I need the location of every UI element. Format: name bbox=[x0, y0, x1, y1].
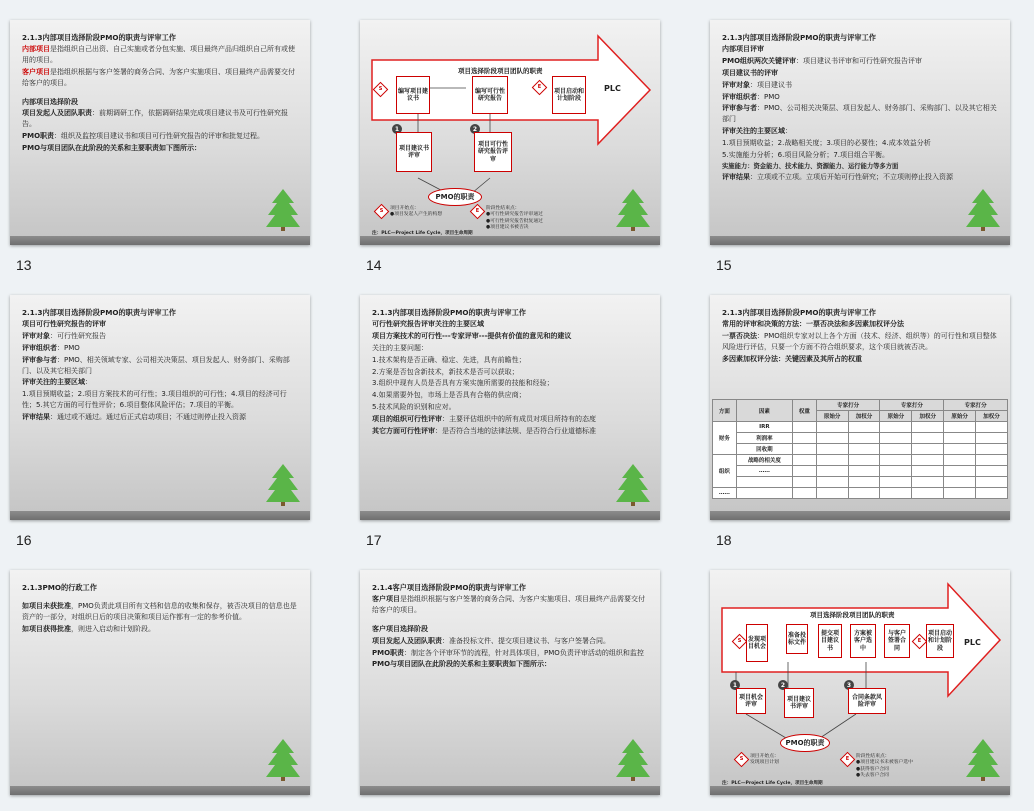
line-text: ：通过或不通过。通过后正式启动项目；不通过则停止投入资源 bbox=[50, 412, 246, 421]
slide-footer-bar bbox=[10, 786, 310, 795]
table-subheader: 原始分 bbox=[816, 411, 848, 422]
line-label: 项目方案技术的可行性---专家评审---提供有价值的意见和的建议 bbox=[372, 332, 572, 340]
slide-cell-21[interactable] bbox=[710, 570, 1010, 795]
review-number: 2 bbox=[778, 680, 788, 690]
line-text: ：制定各个评审环节的流程，针对具体项目，PMO负责评审活动的组织和监控 bbox=[404, 648, 644, 657]
line-label: PMO职责 bbox=[22, 132, 55, 141]
slide-number: 18 bbox=[716, 532, 732, 548]
line-label: PMO职责 bbox=[372, 648, 405, 657]
legend-line: 项目开始点： bbox=[750, 754, 779, 759]
line-label: 评审关注的主要区域 bbox=[22, 378, 85, 387]
slide-title: 2.1.3内部项目选择阶段PMO的职责与评审工作 bbox=[722, 308, 876, 317]
slide-cell-14[interactable] bbox=[360, 20, 660, 273]
line-text: 5.实施能力分析；6.项目风险分析；7.项目组合平衡。 bbox=[722, 150, 890, 159]
review-box: 项目可行性研究报告评审 bbox=[474, 132, 512, 172]
line-label: 评审组织者 bbox=[722, 92, 757, 101]
review-number: 2 bbox=[470, 124, 480, 134]
start-mark-label: S bbox=[378, 86, 383, 92]
slide-thumbnail[interactable] bbox=[710, 20, 1010, 245]
end-mark-label: E bbox=[537, 84, 542, 90]
table-header: 专家打分 bbox=[880, 400, 944, 411]
tree-icon bbox=[966, 189, 1000, 231]
line-text: 1.项目预期收益；2.战略相关度；3.项目的必要性；4.成本效益分析 bbox=[722, 138, 931, 147]
start-mark-label: S bbox=[737, 638, 742, 644]
table-subheader: 原始分 bbox=[880, 411, 912, 422]
line-label: 内部项目 bbox=[22, 45, 50, 54]
step-box: 提交项目建议书 bbox=[818, 624, 842, 658]
slide-text bbox=[372, 307, 648, 438]
slide-footer-bar bbox=[710, 511, 1010, 520]
step-box: 编写可行性研究报告 bbox=[472, 76, 508, 114]
line-text: ：是否符合当地的法律法规、是否符合行业道德标准 bbox=[435, 426, 596, 435]
table-cell: 财务 bbox=[713, 422, 737, 455]
table-header: 专家打分 bbox=[816, 400, 880, 411]
slide-number: 15 bbox=[716, 257, 732, 273]
start-mark-label: S bbox=[739, 756, 744, 762]
slide-cell-19[interactable] bbox=[10, 570, 310, 795]
step-box: 方案被客户选中 bbox=[850, 624, 876, 658]
line-label: 如项目未获批准 bbox=[22, 602, 71, 611]
plc-label: PLC bbox=[964, 638, 981, 647]
slide-cell-17[interactable] bbox=[360, 295, 660, 548]
diagram-title: 项目选择阶段项目团队的职责 bbox=[810, 611, 895, 619]
slide-text bbox=[22, 307, 298, 424]
slide-thumbnail[interactable] bbox=[10, 570, 310, 795]
legend-line: ●项目建议书未被客户选中 bbox=[856, 760, 913, 766]
legend-line: ●可行性研究报告批复通过 bbox=[486, 218, 543, 224]
slide-footer-bar bbox=[360, 236, 660, 245]
slide-thumbnail[interactable] bbox=[360, 20, 660, 245]
legend-line: ●可行性研究报告评审通过 bbox=[486, 212, 543, 218]
slide-text bbox=[722, 32, 998, 184]
line-label: 评审结果 bbox=[22, 412, 50, 421]
legend-end bbox=[486, 206, 543, 232]
line-text: ：项目建议书 bbox=[750, 80, 792, 89]
tree-icon bbox=[266, 739, 300, 781]
table-subheader: 加权分 bbox=[976, 411, 1008, 422]
table-header: 方面 bbox=[713, 400, 737, 422]
slide-thumbnail[interactable] bbox=[710, 570, 1010, 795]
slide-text bbox=[22, 32, 298, 155]
line-text: ：PMO bbox=[57, 343, 80, 352]
slide-footer-bar bbox=[710, 236, 1010, 245]
footnote: 注：PLC—Project Life Cycle，项目生命周期 bbox=[722, 781, 823, 786]
line-text: ：组织及监控项目建议书和项目可行性研究报告的评审和批复过程。 bbox=[54, 132, 265, 141]
footnote: 注：PLC—Project Life Cycle，项目生命周期 bbox=[372, 231, 473, 236]
line-text: ：可行性研究报告 bbox=[50, 332, 106, 340]
line-label: 项目的组织可行性评审 bbox=[372, 414, 442, 423]
line-text: 是指组织自己出资、自己实施或者分包实施、项目最终产品归组织自己所有或使用的项目。 bbox=[22, 45, 295, 64]
slide-cell-15[interactable] bbox=[710, 20, 1010, 273]
tree-icon bbox=[616, 739, 650, 781]
line-label: PMO与项目团队在此阶段的关系和主要职责如下图所示： bbox=[372, 660, 552, 669]
line-text: 是指组织根据与客户签署的商务合同、为客户实施项目、项目最终产品需要交付给客户的项目。 bbox=[372, 595, 645, 614]
slide-cell-20[interactable] bbox=[360, 570, 660, 795]
slide-number: 17 bbox=[366, 532, 382, 548]
line-label: 内部项目评审 bbox=[722, 45, 764, 54]
slide-number: 14 bbox=[366, 257, 382, 273]
line-label: 项目建议书的评审 bbox=[722, 68, 778, 77]
line-text: ：前期调研工作，依据调研结果完成项目建议书及可行性研究报告。 bbox=[22, 109, 288, 129]
start-mark-label: S bbox=[379, 208, 384, 214]
table-row bbox=[713, 477, 1008, 488]
table-subheader: 加权分 bbox=[848, 411, 880, 422]
slide-text bbox=[722, 307, 998, 366]
table-row bbox=[713, 488, 1008, 499]
slide-number: 16 bbox=[16, 532, 32, 548]
line-label: 客户项目选择阶段 bbox=[372, 624, 428, 633]
table-header: 专家打分 bbox=[944, 400, 1008, 411]
slide-footer-bar bbox=[360, 511, 660, 520]
process-diagram bbox=[366, 28, 654, 238]
table-cell: …… bbox=[713, 488, 737, 499]
review-box: 项目机会评审 bbox=[736, 688, 766, 714]
end-mark-label: E bbox=[475, 208, 480, 214]
review-number: 3 bbox=[844, 680, 854, 690]
legend-start bbox=[390, 206, 442, 219]
line-text: ：立项或不立项。立项后开始可行性研究；不立项则停止投入资源 bbox=[750, 173, 953, 182]
line-label: 客户项目 bbox=[372, 595, 400, 604]
line-label: 内部项目选择阶段 bbox=[22, 97, 78, 106]
line-text: 1.技术架构是否正确、稳定、先进，具有前瞻性； bbox=[372, 355, 526, 364]
table-row bbox=[713, 466, 1008, 477]
table-subheader: 加权分 bbox=[912, 411, 944, 422]
review-number: 1 bbox=[392, 124, 402, 134]
tree-icon bbox=[616, 189, 650, 231]
line-label: 项目可行性研究报告的评审 bbox=[22, 320, 106, 329]
slide-thumbnail[interactable] bbox=[360, 570, 660, 795]
pmo-role-oval: PMO的职责 bbox=[780, 734, 830, 752]
slide-title: 2.1.3内部项目选择阶段PMO的职责与评审工作 bbox=[722, 33, 876, 42]
table-row bbox=[713, 444, 1008, 455]
line-label: PMO与项目团队在此阶段的关系和主要职责如下图所示： bbox=[22, 143, 202, 152]
step-box: 与客户签署合同 bbox=[884, 624, 910, 658]
line-text: ：主要评估组织中的所有成员对项目所持有的态度 bbox=[442, 414, 596, 423]
legend-line: 阶段性结束点： bbox=[486, 206, 520, 211]
legend-start bbox=[750, 754, 779, 767]
line-text: ： bbox=[85, 378, 92, 387]
line-label: 评审组织者 bbox=[22, 343, 57, 352]
line-label: 客户项目 bbox=[22, 67, 50, 76]
table-row bbox=[713, 455, 1008, 466]
line-label: PMO组织两次关键评审 bbox=[722, 57, 797, 65]
table-cell: …… bbox=[736, 466, 792, 477]
tree-icon bbox=[616, 464, 650, 506]
step-box: 编写项目建议书 bbox=[396, 76, 430, 114]
line-label: 项目发起人及团队职责 bbox=[372, 636, 442, 645]
slide-number: 13 bbox=[16, 257, 32, 273]
line-label: 可行性研究报告评审关注的主要区域 bbox=[372, 320, 484, 329]
review-box: 项目建议书评审 bbox=[784, 688, 814, 718]
slide-title: 2.1.3PMO的行政工作 bbox=[22, 583, 97, 592]
weighted-score-table bbox=[712, 399, 1008, 499]
slide-footer-bar bbox=[10, 511, 310, 520]
line-label: 评审参与者 bbox=[722, 104, 757, 113]
review-box: 合同条款风险评审 bbox=[848, 688, 886, 714]
line-label: 评审参与者 bbox=[22, 355, 57, 364]
slide-footer-bar bbox=[360, 786, 660, 795]
step-box: 项目启动和计划阶段 bbox=[552, 76, 586, 114]
line-label: 项目发起人及团队职责 bbox=[22, 109, 92, 118]
legend-line: ●获得客户合同 bbox=[856, 766, 889, 772]
line-text: ：PMO、相关领域专家、公司相关决策层、项目发起人、财务部门、采购部门、以及其它相关部门 bbox=[22, 355, 290, 375]
tree-icon bbox=[966, 739, 1000, 781]
line-text: 3.组织中现有人员是否具有方案实施所需要的技能和经验； bbox=[372, 379, 554, 388]
line-text: 是指组织根据与客户签署的商务合同、为客户实施项目、项目最终产品需要交付给客户的项目。 bbox=[22, 67, 295, 87]
line-text: ：PMO bbox=[757, 92, 780, 101]
legend-line: 阶段性结束点： bbox=[856, 754, 890, 759]
slide-cell-13[interactable] bbox=[10, 20, 310, 273]
line-text: ： bbox=[785, 127, 792, 136]
step-box: 项目启动和计划阶段 bbox=[926, 624, 954, 658]
line-label: 一票否决法 bbox=[722, 332, 757, 340]
line-text: ：PMO、公司相关决策层、项目发起人、财务部门、采购部门、以及其它相关部门 bbox=[722, 104, 997, 124]
tree-icon bbox=[266, 189, 300, 231]
line-label: 常用的评审和决策的方法：一票否决法和多因素加权评分法 bbox=[722, 320, 904, 329]
step-box: 准备投标文件 bbox=[786, 624, 808, 654]
line-label: 如项目获得批准 bbox=[22, 624, 71, 633]
table-header: 权重 bbox=[793, 400, 817, 422]
slide-footer-bar bbox=[710, 786, 1010, 795]
line-text: ：准备投标文件、提交项目建议书、与客户签署合同。 bbox=[442, 636, 610, 645]
line-text: 5.技术风险的识别和应对。 bbox=[372, 403, 456, 412]
legend-line: 发现项目计划 bbox=[750, 760, 779, 766]
slide-thumbnail[interactable] bbox=[10, 295, 310, 520]
pmo-role-oval: PMO的职责 bbox=[428, 188, 482, 206]
slide-text bbox=[372, 582, 648, 671]
slide-cell-18[interactable] bbox=[710, 295, 1010, 548]
table-cell: 组织 bbox=[713, 455, 737, 488]
legend-end bbox=[856, 754, 913, 780]
slide-thumbnail[interactable] bbox=[10, 20, 310, 245]
legend-line: ●项目发起人产生的构想 bbox=[390, 212, 443, 218]
review-box: 项目建议书评审 bbox=[396, 132, 432, 172]
line-label: 实施能力：资金能力、技术能力、资源能力、运行能力等多方面 bbox=[722, 162, 899, 170]
legend-line: ●失去客户合同 bbox=[856, 773, 889, 779]
legend-line: 项目开始点： bbox=[390, 206, 419, 211]
line-text: 1.项目预期收益；2.项目方案技术的可行性；3.项目组织的可行性；4.项目的经济可行性；5.其它方面的可行性评价；6.项目整体风险评估；7.项目的平衡。 bbox=[22, 390, 287, 410]
step-box: 发现项目机会 bbox=[746, 624, 768, 662]
line-label: 其它方面可行性评审 bbox=[372, 426, 435, 435]
line-text: ，则进入启动和计划阶段。 bbox=[71, 624, 155, 633]
slide-title: 2.1.4客户项目选择阶段PMO的职责与评审工作 bbox=[372, 583, 526, 592]
slide-title: 2.1.3内部项目选择阶段PMO的职责与评审工作 bbox=[22, 33, 176, 42]
line-text: ：PMO组织专家对以上各个方面（技术、经济、组织等）的可行性和项目整体风险进行评估，只要一个方面不符合组织要求，这个项目就被否决。 bbox=[722, 332, 997, 351]
table-cell: 利润率 bbox=[736, 433, 792, 444]
slide-cell-16[interactable] bbox=[10, 295, 310, 548]
end-mark-label: E bbox=[845, 756, 850, 762]
line-label: 评审对象 bbox=[22, 332, 50, 340]
slide-text bbox=[22, 582, 298, 636]
table-cell: 回收期 bbox=[736, 444, 792, 455]
table-subheader: 原始分 bbox=[944, 411, 976, 422]
diagram-title: 项目选择阶段项目团队的职责 bbox=[458, 67, 543, 75]
line-text: 2.方案是否包含新技术，新技术是否可以获取； bbox=[372, 367, 519, 376]
line-label: 多因素加权评分法：关键因素及其所占的权重 bbox=[722, 354, 862, 363]
tree-icon bbox=[266, 464, 300, 506]
table-cell: 战略的相关度 bbox=[736, 455, 792, 466]
line-label: 评审对象 bbox=[722, 80, 750, 89]
legend-line: ●项目建议书被否决 bbox=[486, 225, 529, 231]
slide-title: 2.1.3内部项目选择阶段PMO的职责与评审工作 bbox=[22, 308, 176, 317]
slide-thumbnail[interactable] bbox=[710, 295, 1010, 520]
line-text: ：项目建议书评审和可行性研究报告评审 bbox=[796, 57, 923, 65]
plc-label: PLC bbox=[604, 84, 621, 93]
slide-footer-bar bbox=[10, 236, 310, 245]
line-text: ，PMO负责此项目所有文档和信息的收集和保存，被否决项目的信息也是资产的一部分，对组织日后的项目决策和项目运作都有一定的参考价值。 bbox=[22, 602, 297, 621]
line-label: 评审结果 bbox=[722, 173, 750, 182]
table-cell: IRR bbox=[736, 422, 792, 433]
table-row bbox=[713, 422, 1008, 433]
process-diagram bbox=[716, 578, 1004, 788]
table-header: 因素 bbox=[736, 400, 792, 422]
end-mark-label: E bbox=[917, 638, 922, 644]
slide-title: 2.1.3内部项目选择阶段PMO的职责与评审工作 bbox=[372, 308, 526, 317]
line-text: 4.如果需要外包，市场上是否具有合格的供应商； bbox=[372, 391, 526, 400]
line-label: 评审关注的主要区域 bbox=[722, 127, 785, 136]
line-text: 关注的主要问题： bbox=[372, 343, 428, 352]
table-row bbox=[713, 433, 1008, 444]
slide-thumbnail[interactable] bbox=[360, 295, 660, 520]
review-number: 1 bbox=[730, 680, 740, 690]
